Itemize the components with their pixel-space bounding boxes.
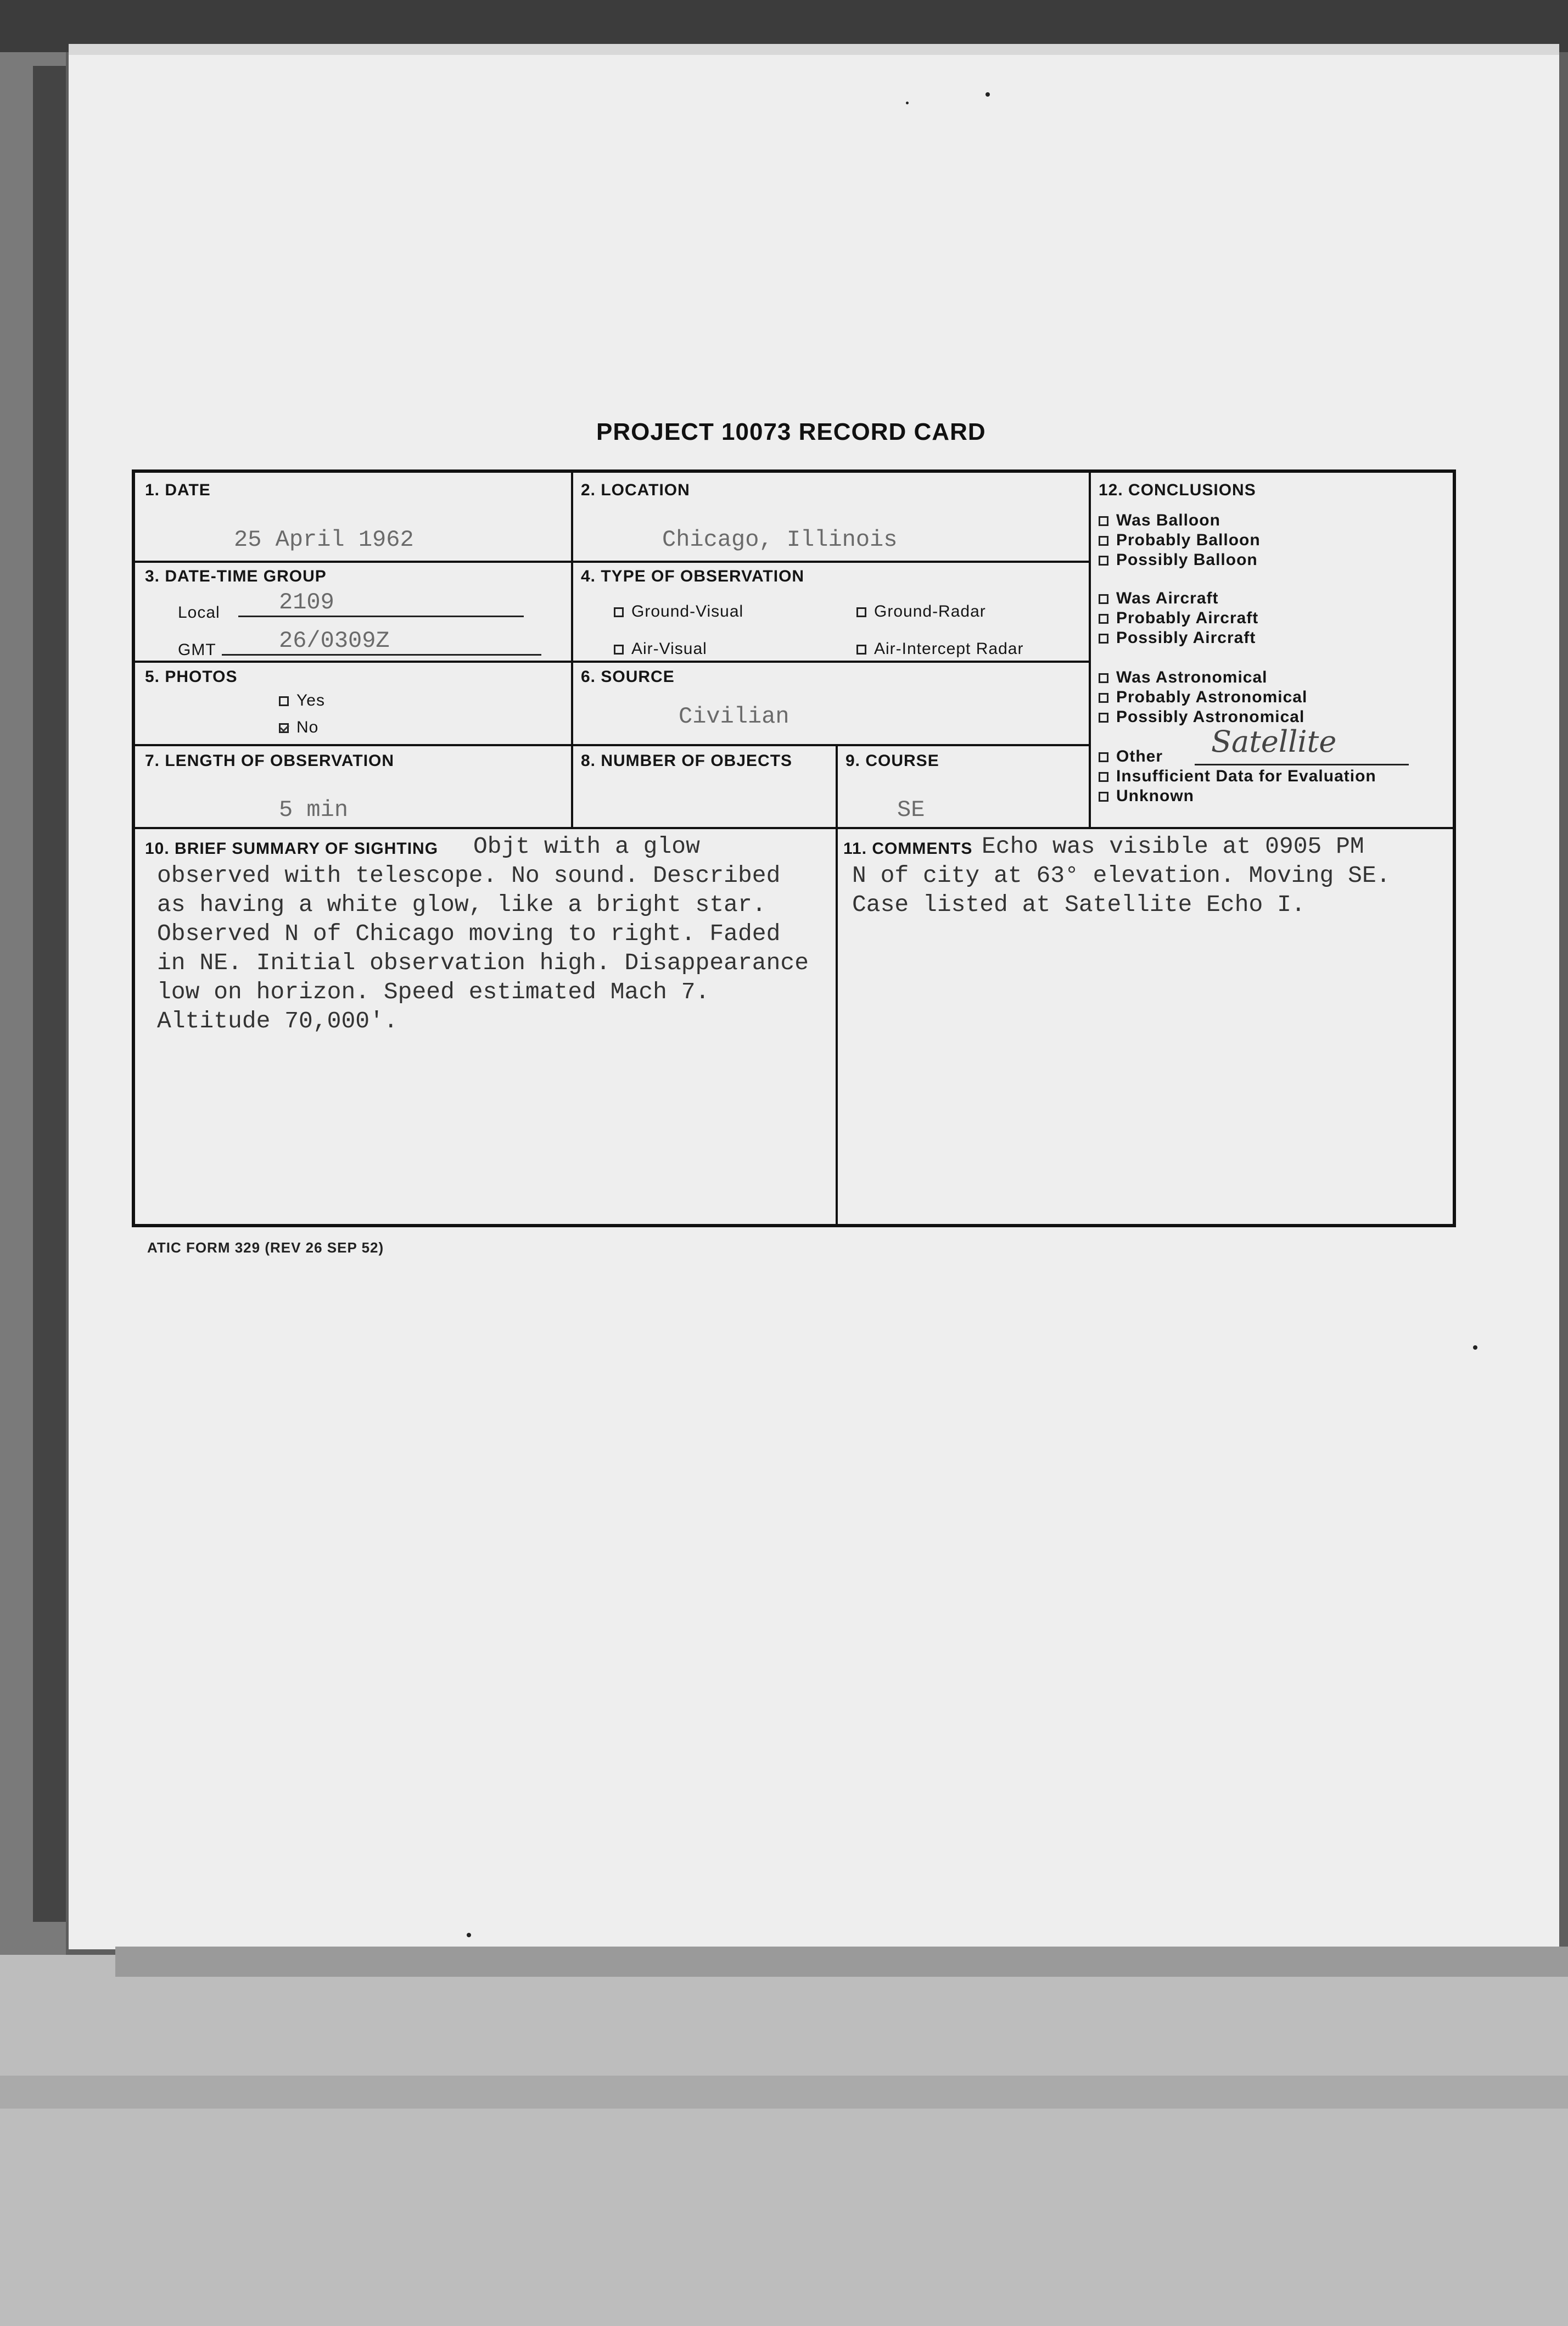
conclusion-label: Probably Astronomical bbox=[1116, 688, 1308, 706]
divider bbox=[1089, 473, 1091, 827]
course-value: SE bbox=[897, 797, 925, 823]
checkbox[interactable] bbox=[614, 607, 624, 617]
conclusion-label: Possibly Balloon bbox=[1116, 551, 1258, 569]
dust-speck bbox=[467, 1933, 471, 1937]
conclusion-label: Possibly Astronomical bbox=[1116, 708, 1305, 726]
divider bbox=[135, 827, 1453, 829]
local-time-value: 2109 bbox=[279, 589, 334, 616]
divider bbox=[135, 744, 1090, 746]
number-of-objects-label: 8. NUMBER OF OBJECTS bbox=[581, 752, 793, 770]
other-handwritten-value: Satellite bbox=[1211, 724, 1337, 759]
gmt-value: 26/0309Z bbox=[279, 628, 390, 654]
option-ground-radar[interactable] bbox=[856, 602, 986, 621]
date-value: 25 April 1962 bbox=[234, 527, 414, 553]
checkbox[interactable] bbox=[1099, 673, 1108, 683]
checkbox[interactable] bbox=[614, 645, 624, 655]
summary-line: Altitude 70,000'. bbox=[157, 1008, 398, 1035]
dust-speck bbox=[1473, 1345, 1477, 1350]
comments-line: N of city at 63° elevation. Moving SE. bbox=[852, 862, 1391, 889]
option-air-intercept-radar[interactable] bbox=[856, 640, 1023, 658]
checkbox[interactable] bbox=[1099, 536, 1108, 546]
conclusion-probably-aircraft[interactable] bbox=[1099, 609, 1258, 628]
checkbox[interactable] bbox=[1099, 713, 1108, 723]
checkbox[interactable] bbox=[856, 645, 866, 655]
option-label: Yes bbox=[296, 691, 325, 709]
comments-line: Case listed at Satellite Echo I. bbox=[852, 891, 1306, 918]
divider bbox=[135, 661, 1090, 663]
conclusion-label: Unknown bbox=[1116, 787, 1194, 805]
location-label: 2. LOCATION bbox=[581, 481, 690, 499]
option-label: Air-Intercept Radar bbox=[874, 640, 1024, 658]
dust-speck bbox=[906, 102, 909, 104]
option-label: No bbox=[296, 718, 319, 736]
conclusion-insufficient-data[interactable] bbox=[1099, 767, 1376, 786]
paper-top-edge bbox=[69, 44, 1559, 55]
conclusion-was-aircraft[interactable] bbox=[1099, 589, 1219, 608]
summary-label: 10. BRIEF SUMMARY OF SIGHTING bbox=[145, 840, 439, 858]
comments-first-line: Echo was visible at 0905 PM bbox=[982, 833, 1364, 860]
summary-line: in NE. Initial observation high. Disappearance bbox=[157, 949, 809, 976]
checkbox-checked[interactable] bbox=[279, 723, 289, 733]
checkbox[interactable] bbox=[1099, 693, 1108, 703]
date-label: 1. DATE bbox=[145, 481, 211, 499]
course-label: 9. COURSE bbox=[845, 752, 939, 770]
observation-type-label: 4. TYPE OF OBSERVATION bbox=[581, 567, 805, 585]
option-ground-visual[interactable] bbox=[614, 602, 743, 621]
conclusion-other[interactable] bbox=[1099, 747, 1163, 766]
record-card bbox=[132, 469, 1456, 1227]
scan-strip bbox=[115, 1947, 1568, 1977]
checkbox[interactable] bbox=[1099, 772, 1108, 782]
source-label: 6. SOURCE bbox=[581, 668, 675, 686]
summary-line: low on horizon. Speed estimated Mach 7. bbox=[157, 979, 710, 1005]
local-time-label: Local bbox=[178, 603, 220, 622]
checkbox[interactable] bbox=[1099, 634, 1108, 644]
form-number: ATIC FORM 329 (REV 26 SEP 52) bbox=[147, 1239, 384, 1256]
date-time-group-label: 3. DATE-TIME GROUP bbox=[145, 567, 327, 585]
dust-speck bbox=[985, 92, 990, 97]
summary-line: as having a white glow, like a bright star. bbox=[157, 891, 766, 918]
checkbox[interactable] bbox=[856, 607, 866, 617]
conclusion-label: Insufficient Data for Evaluation bbox=[1116, 767, 1376, 785]
other-line bbox=[1195, 764, 1409, 765]
checkbox[interactable] bbox=[1099, 594, 1108, 604]
photos-label: 5. PHOTOS bbox=[145, 668, 238, 686]
divider bbox=[135, 561, 1090, 563]
checkbox[interactable] bbox=[1099, 556, 1108, 566]
conclusion-label: Was Astronomical bbox=[1116, 668, 1268, 686]
conclusions-label: 12. CONCLUSIONS bbox=[1099, 481, 1256, 499]
checkbox[interactable] bbox=[1099, 752, 1108, 762]
summary-first-line: Objt with a glow bbox=[473, 833, 700, 860]
summary-line: observed with telescope. No sound. Described bbox=[157, 862, 781, 889]
scan-shadow-left bbox=[33, 66, 66, 1922]
option-label: Air-Visual bbox=[631, 640, 707, 658]
checkbox[interactable] bbox=[1099, 516, 1108, 526]
conclusion-probably-balloon[interactable] bbox=[1099, 531, 1261, 550]
conclusion-was-balloon[interactable] bbox=[1099, 511, 1220, 530]
scan-band-bottom bbox=[0, 2076, 1568, 2109]
conclusion-label: Was Balloon bbox=[1116, 511, 1220, 529]
length-label: 7. LENGTH OF OBSERVATION bbox=[145, 752, 395, 770]
source-value: Civilian bbox=[679, 703, 789, 730]
location-value: Chicago, Illinois bbox=[662, 527, 898, 553]
conclusion-label: Probably Aircraft bbox=[1116, 609, 1259, 627]
divider bbox=[836, 744, 838, 1227]
conclusion-label: Possibly Aircraft bbox=[1116, 629, 1256, 647]
conclusion-possibly-balloon[interactable] bbox=[1099, 551, 1258, 569]
checkbox[interactable] bbox=[1099, 614, 1108, 624]
conclusion-probably-astronomical[interactable] bbox=[1099, 688, 1307, 707]
option-label: Ground-Visual bbox=[631, 602, 744, 620]
conclusion-possibly-astronomical[interactable] bbox=[1099, 708, 1304, 726]
local-time-line bbox=[238, 616, 524, 617]
checkbox[interactable] bbox=[279, 696, 289, 706]
conclusion-was-astronomical[interactable] bbox=[1099, 668, 1268, 687]
comments-label: 11. COMMENTS bbox=[843, 840, 973, 858]
gmt-label: GMT bbox=[178, 641, 216, 659]
divider bbox=[571, 473, 573, 827]
conclusion-possibly-aircraft[interactable] bbox=[1099, 629, 1256, 647]
conclusion-label: Probably Balloon bbox=[1116, 531, 1261, 549]
conclusion-label: Was Aircraft bbox=[1116, 589, 1219, 607]
summary-line: Observed N of Chicago moving to right. Faded bbox=[157, 920, 781, 947]
option-air-visual[interactable] bbox=[614, 640, 707, 658]
conclusion-unknown[interactable] bbox=[1099, 787, 1194, 806]
scan-border-bottom bbox=[0, 1955, 1568, 2326]
checkbox[interactable] bbox=[1099, 792, 1108, 802]
card-title: PROJECT 10073 RECORD CARD bbox=[596, 418, 986, 445]
conclusion-label: Other bbox=[1116, 747, 1163, 765]
photos-no[interactable] bbox=[279, 718, 318, 737]
photos-yes[interactable] bbox=[279, 691, 325, 710]
gmt-line bbox=[222, 654, 541, 656]
option-label: Ground-Radar bbox=[874, 602, 986, 620]
length-value: 5 min bbox=[279, 797, 349, 823]
